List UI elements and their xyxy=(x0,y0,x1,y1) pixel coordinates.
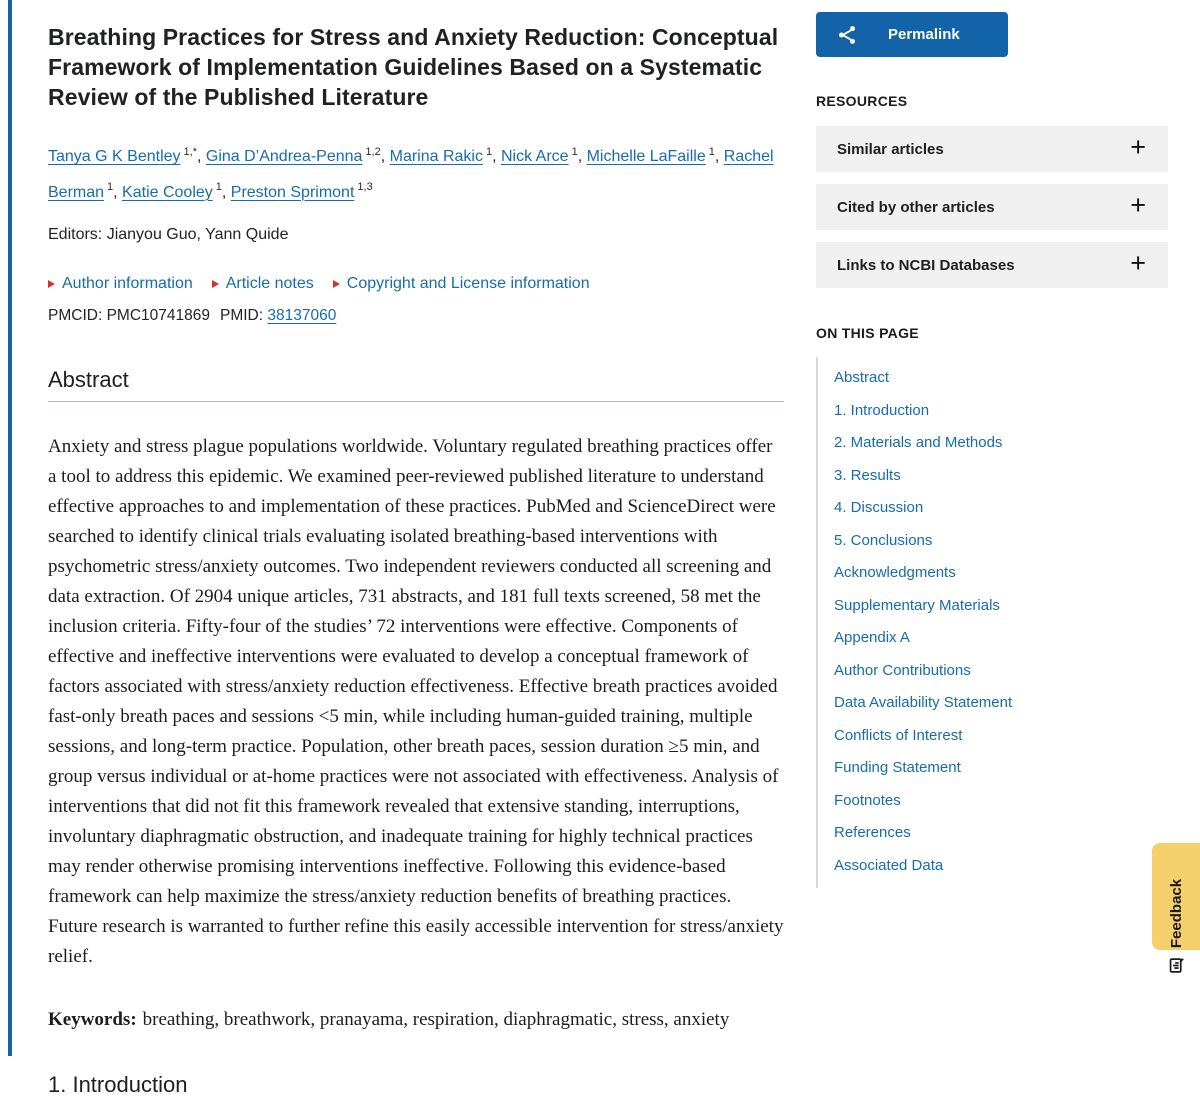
author xyxy=(390,148,501,165)
author-separator: , xyxy=(714,148,724,166)
info-link xyxy=(48,275,193,293)
plus-icon: + xyxy=(1130,132,1146,162)
page-accent-bar xyxy=(8,0,12,1056)
author-link[interactable]: Tanya G K Bentley xyxy=(48,148,181,166)
info-link-anchor[interactable]: Article notes xyxy=(225,274,314,292)
on-this-page-link[interactable]: Supplementary Materials xyxy=(834,596,1000,614)
author-separator: , xyxy=(113,183,123,201)
author-link[interactable]: Preston Sprimont xyxy=(230,183,355,201)
keywords-label: Keywords: xyxy=(48,1008,137,1030)
abstract-text: Anxiety and stress plague populations worldwide. Voluntary regulated breathing practices offer a tool to address this epidemic. We examined peer-reviewed published literature to understand effective approaches to and implementation of these practices. PubMed and ScienceDirect were searched to identify clinical trials evaluating isolated breathing-based interventions with psychometric stress/anxiety outcomes. Two independent reviewers conducted all screening and data extraction. Of 2904 unique articles, 731 abstracts, and 181 full texts screened, 58 met the inclusion criteria. Fifty-four of the studies’ 72 interventions were effective. Components of effective and ineffective interventions were evaluated to develop a conceptual framework of factors associated with stress/anxiety reduction effectiveness. Effective breath practices avoided fast-only breath paces and sessions <5 min, while including human-guided training, multiple sessions, and long-term practice. Population, other breath paces, session duration ≥5 min, and group versus individual or at-home practices were not associated with effectiveness. Analysis of interventions that did not fit this framework revealed that extensive standing, interruptions, involuntary diaphragmatic obstruction, and inadequate training for highly technical practices may render otherwise promising interventions ineffective. Following this evidence-based framework can help maximize the stress/anxiety reduction benefits of breathing practices. Future research is warranted to further refine this easily accessible intervention for stress/anxiety relief. xyxy=(48,435,784,967)
feedback-comment-icon xyxy=(1168,957,1185,974)
pmcid-group xyxy=(48,307,210,325)
author-link[interactable]: Katie Cooley xyxy=(122,183,213,201)
on-this-page-link[interactable]: 3. Results xyxy=(834,466,901,484)
red-triangle-icon xyxy=(333,280,340,288)
on-this-page-link[interactable]: References xyxy=(834,824,911,841)
info-link-anchor[interactable]: Author information xyxy=(62,274,193,292)
on-this-page-link[interactable]: Associated Data xyxy=(834,856,944,874)
red-triangle-icon xyxy=(48,280,55,288)
article-title: Breathing Practices for Stress and Anxiety Reduction: Conceptual Framework of Implementation Guidelines Based on a Systematic Review of the Published Literature xyxy=(48,24,779,110)
on-this-page-link[interactable]: Author Contributions xyxy=(834,661,971,679)
abstract-heading: Abstract xyxy=(48,366,784,402)
permalink-button[interactable] xyxy=(816,12,1008,57)
editors-line xyxy=(48,226,784,244)
author-list xyxy=(48,137,784,208)
info-link-anchor[interactable]: Copyright and License information xyxy=(346,274,590,292)
author-separator: , xyxy=(492,148,501,166)
author-affiliation-sup: 1 xyxy=(215,181,222,194)
resource-accordion[interactable] xyxy=(816,242,1168,288)
author-separator: , xyxy=(221,183,231,201)
on-this-page-link[interactable]: Data Availability Statement xyxy=(834,694,1013,711)
introduction-heading: 1. Introduction xyxy=(48,1071,188,1097)
author-affiliation-sup: 1 xyxy=(708,146,715,158)
author-affiliation-sup: 1 xyxy=(107,181,114,194)
accordion-label: Links to NCBI Databases xyxy=(837,256,1015,274)
resources-heading: RESOURCES xyxy=(816,93,908,109)
accordion-label: Cited by other articles xyxy=(837,198,995,216)
resource-accordion[interactable] xyxy=(816,184,1168,230)
on-this-page-link[interactable]: Footnotes xyxy=(834,791,901,809)
author xyxy=(206,148,390,165)
on-this-page-link[interactable]: Conflicts of Interest xyxy=(834,726,963,744)
share-icon xyxy=(836,24,858,46)
feedback-label: Feedback xyxy=(1167,878,1185,948)
on-this-page-link[interactable]: 4. Discussion xyxy=(834,499,924,516)
feedback-inner xyxy=(1152,873,1200,980)
article-ids-row xyxy=(48,307,784,325)
plus-icon: + xyxy=(1130,190,1146,220)
pmcid-value: PMC10741869 xyxy=(106,306,210,324)
editors-label: Editors: xyxy=(48,225,103,243)
resources-accordion-list xyxy=(816,126,1168,288)
keywords-line xyxy=(48,1005,784,1035)
author xyxy=(122,181,231,201)
author-link[interactable]: Rachel Berman xyxy=(48,148,774,201)
author-affiliation-sup: 1 xyxy=(485,146,493,158)
author-link[interactable]: Nick Arce xyxy=(500,148,569,166)
main-content xyxy=(48,0,784,1099)
editors-names: Jianyou Guo, Yann Quide xyxy=(106,225,289,243)
author xyxy=(501,148,587,165)
author-link[interactable]: Marina Rakic xyxy=(389,148,483,166)
author xyxy=(48,148,206,165)
pmid-label: PMID: xyxy=(219,306,264,324)
author-link[interactable]: Gina D’Andrea-Penna xyxy=(205,148,363,166)
pmcid-label: PMCID: xyxy=(48,306,103,324)
info-link xyxy=(212,275,314,293)
accordion-label: Similar articles xyxy=(837,140,944,158)
author-affiliation-sup: 1,2 xyxy=(365,146,381,158)
on-this-page-link[interactable]: 5. Conclusions xyxy=(834,531,933,549)
info-link xyxy=(333,275,590,293)
author xyxy=(230,181,373,201)
author xyxy=(587,148,724,165)
on-this-page-link[interactable]: 1. Introduction xyxy=(834,401,930,419)
on-this-page-link[interactable]: Appendix A xyxy=(834,629,910,646)
pmid-group xyxy=(220,307,336,325)
on-this-page-link[interactable]: Abstract xyxy=(834,369,890,386)
red-triangle-icon xyxy=(212,280,219,288)
author-link[interactable]: Michelle LaFaille xyxy=(586,148,706,166)
on-this-page-link[interactable]: Funding Statement xyxy=(834,759,961,776)
author-affiliation-sup: 1,* xyxy=(183,146,197,158)
author-separator: , xyxy=(577,148,587,166)
plus-icon: + xyxy=(1130,248,1146,278)
author-separator: , xyxy=(380,148,390,166)
feedback-button[interactable] xyxy=(1152,843,1200,950)
on-this-page-link[interactable]: Acknowledgments xyxy=(834,564,956,581)
permalink-label: Permalink xyxy=(888,26,960,43)
article-info-links xyxy=(48,275,784,293)
resource-accordion[interactable] xyxy=(816,126,1168,172)
sidebar xyxy=(816,0,1168,1099)
author-affiliation-sup: 1,3 xyxy=(357,181,373,194)
keywords-value: breathing, breathwork, pranayama, respiration, diaphragmatic, stress, anxiety xyxy=(142,1008,730,1030)
pmid-link[interactable]: 38137060 xyxy=(267,306,337,324)
author-separator: , xyxy=(196,148,206,166)
on-this-page-link[interactable]: 2. Materials and Methods xyxy=(834,434,1003,451)
on-this-page-heading: ON THIS PAGE xyxy=(816,325,919,341)
on-this-page-nav xyxy=(816,357,1168,888)
author-affiliation-sup: 1 xyxy=(571,146,578,158)
